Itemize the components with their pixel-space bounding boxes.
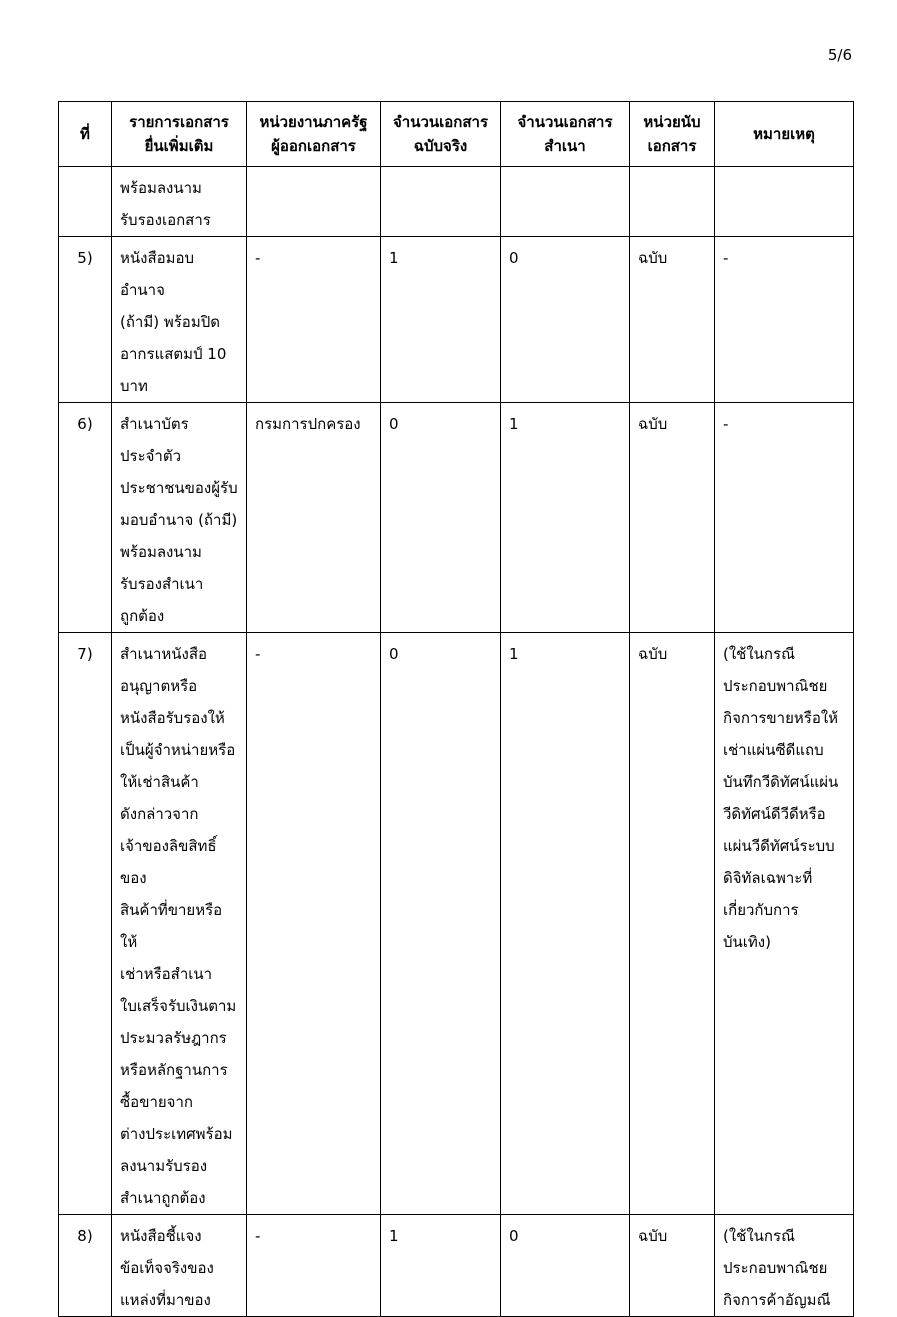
- issuing-agency: -: [247, 633, 381, 1215]
- note: -: [715, 403, 854, 633]
- required-documents-table: [58, 101, 854, 1317]
- issuing-agency: -: [247, 237, 381, 403]
- unit: ฉบับ: [630, 1215, 715, 1317]
- original-count: 0: [381, 633, 501, 1215]
- table-row: [59, 237, 854, 403]
- header-unit: หน่วยนับ เอกสาร: [630, 102, 715, 167]
- unit: ฉบับ: [630, 237, 715, 403]
- header-copy-count: จำนวนเอกสาร สำเนา: [501, 102, 630, 167]
- row-number: 8): [59, 1215, 112, 1317]
- original-count: 1: [381, 237, 501, 403]
- document-name: พร้อมลงนาม รับรองเอกสาร: [112, 167, 247, 237]
- note: (ใช้ในกรณี ประกอบพาณิชย กิจการขายหรือให้ เช่าแผ่นซีดีแถบ บันทึกวีดิทัศน์แผ่น วีดิทัศน์ดีวีดีหรือ แผ่นวีดีทัศน์ระบบ ดิจิทัลเฉพาะที่ เกี่ยวกับการ บันเทิง): [715, 633, 854, 1215]
- table-row: [59, 1215, 854, 1317]
- copy-count: [501, 167, 630, 237]
- table-row: [59, 403, 854, 633]
- document-name: สำเนาหนังสือ อนุญาตหรือ หนังสือรับรองให้ เป็นผู้จำหน่ายหรือ ให้เช่าสินค้า ดังกล่าวจาก เจ้าของลิขสิทธิ์ของ สินค้าที่ขายหรือให้ เช่าหรือสำเนา ใบเสร็จรับเงินตาม ประมวลรัษฎากร หรือหลักฐานการ ซื้อขายจาก ต่างประเทศพร้อม ลงนามรับรอง สำเนาถูกต้อง: [112, 633, 247, 1215]
- unit: ฉบับ: [630, 403, 715, 633]
- copy-count: 1: [501, 633, 630, 1215]
- note: [715, 167, 854, 237]
- note: (ใช้ในกรณี ประกอบพาณิชย กิจการค้าอัญมณี: [715, 1215, 854, 1317]
- document-name: หนังสือชี้แจง ข้อเท็จจริงของ แหล่งที่มาของ: [112, 1215, 247, 1317]
- unit: [630, 167, 715, 237]
- header-document: รายการเอกสาร ยื่นเพิ่มเติม: [112, 102, 247, 167]
- header-no: ที่: [59, 102, 112, 167]
- document-name: หนังสือมอบอำนาจ (ถ้ามี) พร้อมปิด อากรแสตมป์ 10 บาท: [112, 237, 247, 403]
- table-row: [59, 633, 854, 1215]
- row-number: [59, 167, 112, 237]
- row-number: 7): [59, 633, 112, 1215]
- unit: ฉบับ: [630, 633, 715, 1215]
- issuing-agency: -: [247, 1215, 381, 1317]
- table-row: [59, 167, 854, 237]
- copy-count: 1: [501, 403, 630, 633]
- header-agency: หน่วยงานภาครัฐ ผู้ออกเอกสาร: [247, 102, 381, 167]
- issuing-agency: กรมการปกครอง: [247, 403, 381, 633]
- original-count: [381, 167, 501, 237]
- copy-count: 0: [501, 237, 630, 403]
- page-number: 5/6: [827, 46, 852, 64]
- issuing-agency: [247, 167, 381, 237]
- original-count: 0: [381, 403, 501, 633]
- row-number: 6): [59, 403, 112, 633]
- header-note: หมายเหตุ: [715, 102, 854, 167]
- row-number: 5): [59, 237, 112, 403]
- header-original-count: จำนวนเอกสาร ฉบับจริง: [381, 102, 501, 167]
- original-count: 1: [381, 1215, 501, 1317]
- note: -: [715, 237, 854, 403]
- copy-count: 0: [501, 1215, 630, 1317]
- document-name: สำเนาบัตร ประจำตัว ประชาชนของผู้รับ มอบอำนาจ (ถ้ามี) พร้อมลงนาม รับรองสำเนา ถูกต้อง: [112, 403, 247, 633]
- table-header-row: [59, 102, 854, 167]
